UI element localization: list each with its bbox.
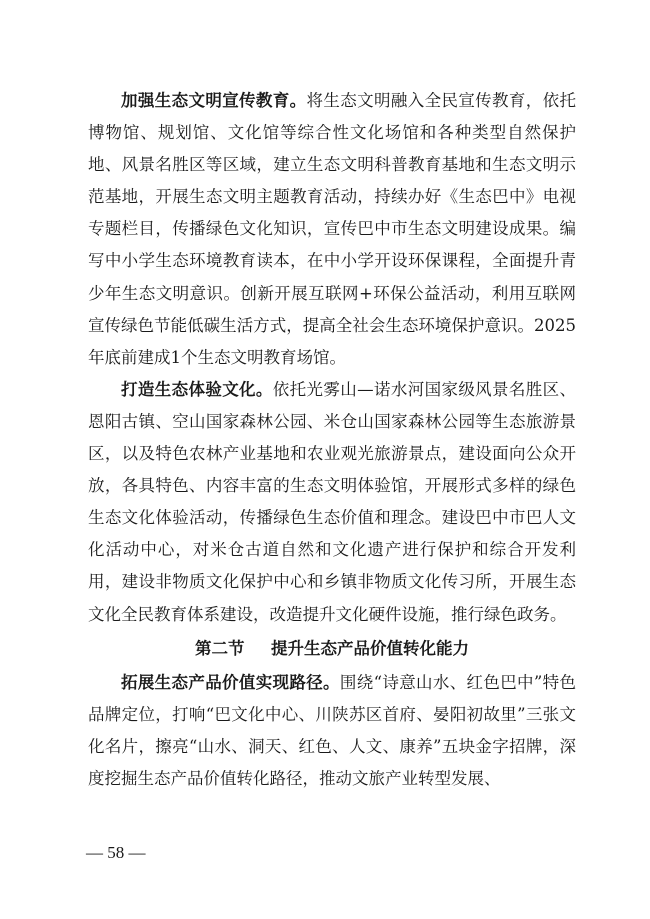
paragraph-body: 依托光雾山—诺水河国家级风景名胜区、恩阳古镇、空山国家森林公园、米仓山国家森林公园等生态旅游景区，以及特色农林产业基地和农业观光旅游景点，建设面向公众开放，各具特色、内容丰富的生态文明体验馆，开展形式多样的绿色生态文化体验活动，传播绿色生态价值和理念。建设巴中市巴人文化活动中心，对米仓古道自然和文化遗产进行保护和综合开发利用，建设非物质文化保护中心和乡镇非物质文化传习所，开展生态文化全民教育体系建设，改造提升文化硬件设施，推行绿色政务。 (88, 379, 577, 624)
paragraph-lead: 加强生态文明宣传教育。 (121, 91, 307, 110)
section-number: 第二节 (195, 638, 245, 658)
page-number: — 58 — (86, 843, 146, 862)
paragraph-lead: 打造生态体验文化。 (121, 379, 273, 399)
paragraph-lead: 拓展生态产品价值实现路径。 (121, 672, 340, 692)
paragraph-body: 围绕“诗意山水、红色巴中”特色品牌定位，打响“巴文化中心、川陕苏区首府、晏阳初故里”三张文化名片，擦亮“山水、洞天、红色、人文、康养”五块金字招牌，深度挖掘生态产品价值转化路径，推动文旅产业转型发展、 (88, 672, 577, 788)
paragraph-eco-education (88, 85, 576, 374)
paragraph-eco-experience (88, 374, 576, 631)
section-heading (88, 631, 576, 667)
paragraph-value-realization (88, 667, 576, 795)
section-title: 提升生态产品价值转化能力 (270, 638, 469, 658)
body-text (88, 85, 576, 795)
paragraph-body: 将生态文明融入全民宣传教育，依托博物馆、规划馆、文化馆等综合性文化场馆和各种类型自然保护地、风景名胜区等区域，建立生态文明科普教育基地和生态文明示范基地，开展生态文明主题教育活动，持续办好《生态巴中》电视专题栏目，传播绿色文化知识，宣传巴中市生态文明建设成果。编写中小学生态环境教育读本，在中小学开设环保课程，全面提升青少年生态文明意识。创新开展互联网+环保公益活动，利用互联网宣传绿色节能低碳生活方式，提高全社会生态环境保护意识。2025年底前建成1个生态文明教育场馆。 (88, 91, 577, 367)
